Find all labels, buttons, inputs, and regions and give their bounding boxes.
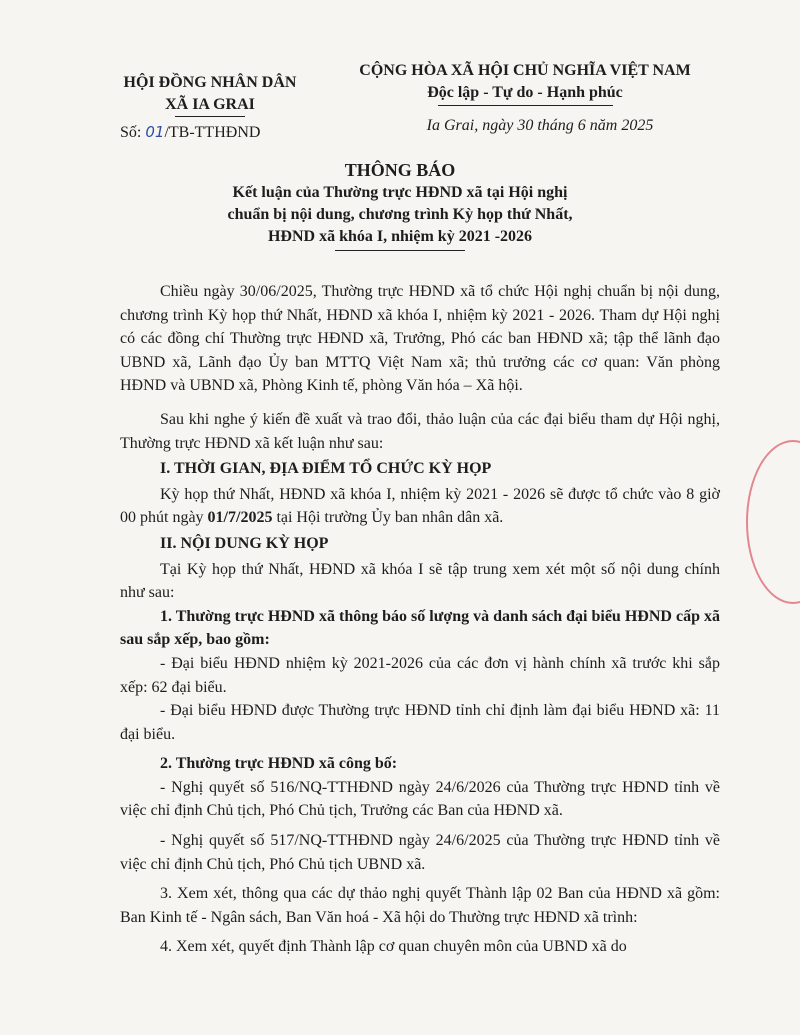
title-line1: Kết luận của Thường trực HĐND xã tại Hội nghị	[232, 184, 568, 201]
item-4: 4. Xem xét, quyết định Thành lập cơ quan chuyên môn của UBND xã do	[160, 938, 627, 956]
red-seal-stamp	[746, 440, 800, 604]
meeting-date: 01/7/2025	[207, 509, 273, 527]
paragraph-content-lead: Tại Kỳ họp thứ Nhất, HĐND xã khóa I sẽ tập trung xem xét một số nội dung chính như sau:	[120, 560, 720, 602]
national-motto: Độc lập - Tự do - Hạnh phúc	[427, 84, 623, 101]
doc-no-suffix: /TB-TTHĐND	[164, 124, 261, 141]
document-kind: THÔNG BÁO	[344, 160, 456, 180]
document-title-block	[120, 158, 680, 251]
org-name-line1: HỘI ĐỒNG NHÂN DÂN	[123, 74, 297, 91]
doc-no-handwritten: 01	[145, 123, 165, 141]
motto-underline	[438, 105, 613, 106]
item-2-heading: 2. Thường trực HĐND xã công bố:	[160, 755, 398, 773]
paragraph-time-place	[120, 483, 720, 530]
national-header	[335, 60, 715, 135]
title-line3: HĐND xã khóa I, nhiệm kỳ 2021 -2026	[267, 228, 533, 245]
section-heading-time-place: I. THỜI GIAN, ĐỊA ĐIỂM TỔ CHỨC KỲ HỌP	[160, 460, 492, 478]
time-place-text-b: tại Hội trường Ủy ban nhân dân xã.	[272, 509, 504, 527]
document-date: Ia Grai, ngày 30 tháng 6 năm 2025	[426, 117, 654, 134]
item-1-point-b: - Đại biểu HĐND được Thường trực HĐND tỉnh chỉ định làm đại biểu HĐND xã: 11 đại biểu.	[120, 702, 720, 743]
country-name: CỘNG HÒA XÃ HỘI CHỦ NGHĨA VIỆT NAM	[359, 62, 691, 79]
doc-no-prefix: Số:	[120, 124, 142, 141]
item-1-point-a: - Đại biểu HĐND nhiệm kỳ 2021-2026 của các đơn vị hành chính xã trước khi sắp xếp: 62 đại biểu.	[120, 654, 720, 696]
issuing-body-header	[100, 72, 320, 142]
paragraph-intro: Chiều ngày 30/06/2025, Thường trực HĐND xã tổ chức Hội nghị chuẩn bị nội dung, chương trình Kỳ họp thứ Nhất, HĐND xã khóa I, nhiệm kỳ 2021 - 2026. Tham dự Hội nghị có các đồng chí Thường trực HĐND xã, Trưởng, Phó các ban HĐND xã; tập thể lãnh đạo UBND xã, Lãnh đạo Ủy ban MTTQ Việt Nam xã; thủ trưởng các cơ quan: Văn phòng HĐND và UBND xã, Phòng Kinh tế, phòng Văn hóa – Xã hội.	[120, 283, 720, 395]
item-2-point-b: - Nghị quyết số 517/NQ-TTHĐND ngày 24/6/2025 của Thường trực HĐND tỉnh về việc chỉ định Chủ tịch, Phó Chủ tịch UBND xã.	[120, 832, 720, 873]
item-1-heading: 1. Thường trực HĐND xã thông báo số lượng và danh sách đại biểu HĐND cấp xã sau sắp xếp, bao gồm:	[120, 607, 720, 649]
item-2-point-a: - Nghị quyết số 516/NQ-TTHĐND ngày 24/6/2026 của Thường trực HĐND tỉnh về việc chỉ định Chủ tịch, Phó Chủ tịch, Trưởng các Ban của HĐND xã.	[120, 778, 720, 820]
org-name-line2: XÃ IA GRAI	[165, 96, 255, 113]
document-number	[100, 123, 320, 142]
title-underline	[335, 250, 465, 251]
paragraph-conclusion-lead: Sau khi nghe ý kiến đề xuất và trao đổi, thảo luận của các đại biểu tham dự Hội nghị, Thường trực HĐND xã kết luận như sau:	[120, 410, 720, 452]
title-line2: chuẩn bị nội dung, chương trình Kỳ họp thứ Nhất,	[227, 206, 573, 223]
section-heading-content: II. NỘI DUNG KỲ HỌP	[160, 534, 329, 552]
time-place-text-a: Kỳ họp thứ Nhất, HĐND xã khóa I, nhiệm kỳ 2021 - 2026 sẽ được tổ chức vào 8 giờ 00 phút ngày	[120, 485, 720, 527]
item-3: 3. Xem xét, thông qua các dự thảo nghị quyết Thành lập 02 Ban của HĐND xã gồm: Ban Kinh tế - Ngân sách, Ban Văn hoá - Xã hội do Thường trực HĐND xã trình:	[120, 885, 720, 926]
org-underline	[175, 116, 245, 117]
document-body	[120, 280, 720, 959]
